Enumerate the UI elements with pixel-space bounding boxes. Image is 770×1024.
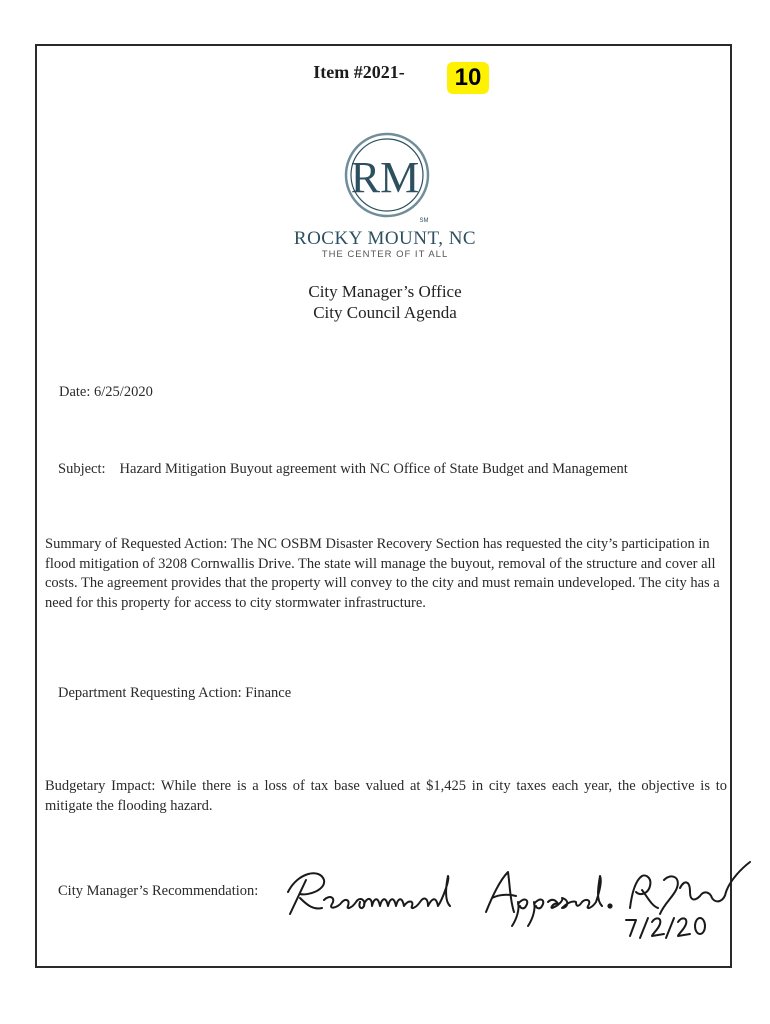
office-heading bbox=[0, 281, 770, 323]
item-number-highlight: 10 bbox=[447, 62, 489, 94]
item-label: Item #2021- bbox=[313, 62, 405, 82]
handwritten-signature bbox=[280, 850, 760, 950]
subject-text: Hazard Mitigation Buyout agreement with NC Office of State Budget and Management bbox=[119, 461, 628, 477]
recommendation-label: City Manager’s Recommendation: bbox=[58, 883, 259, 899]
logo-service-mark: SM bbox=[419, 218, 429, 224]
office-name: City Manager’s Office bbox=[308, 282, 462, 301]
city-logo-icon bbox=[337, 130, 437, 230]
item-heading bbox=[0, 62, 770, 83]
logo-monogram: RM bbox=[350, 153, 420, 202]
subject-label: Subject: bbox=[58, 461, 106, 477]
city-tagline: THE CENTER OF IT ALL bbox=[321, 249, 449, 260]
department-field: Department Requesting Action: Finance bbox=[58, 685, 292, 701]
budget-paragraph: Budgetary Impact: While there is a loss of tax base valued at $1,425 in city taxes each year, the objective is to mitigate the flooding hazard. bbox=[45, 778, 727, 814]
agenda-title: City Council Agenda bbox=[313, 303, 457, 322]
city-name: ROCKY MOUNT, NC bbox=[293, 228, 477, 249]
subject-field bbox=[58, 461, 628, 478]
date-field: Date: 6/25/2020 bbox=[59, 384, 153, 400]
summary-paragraph: Summary of Requested Action: The NC OSBM Disaster Recovery Section has requested the city’s participation in flood mitigation of 3208 Cornwallis Drive. The state will manage the buyout, removal of the structure and cover all costs. The agreement provides that the property will convey to the city and must remain undeveloped. The city has a need for this property for access to city stormwater infrastructure. bbox=[45, 536, 720, 611]
